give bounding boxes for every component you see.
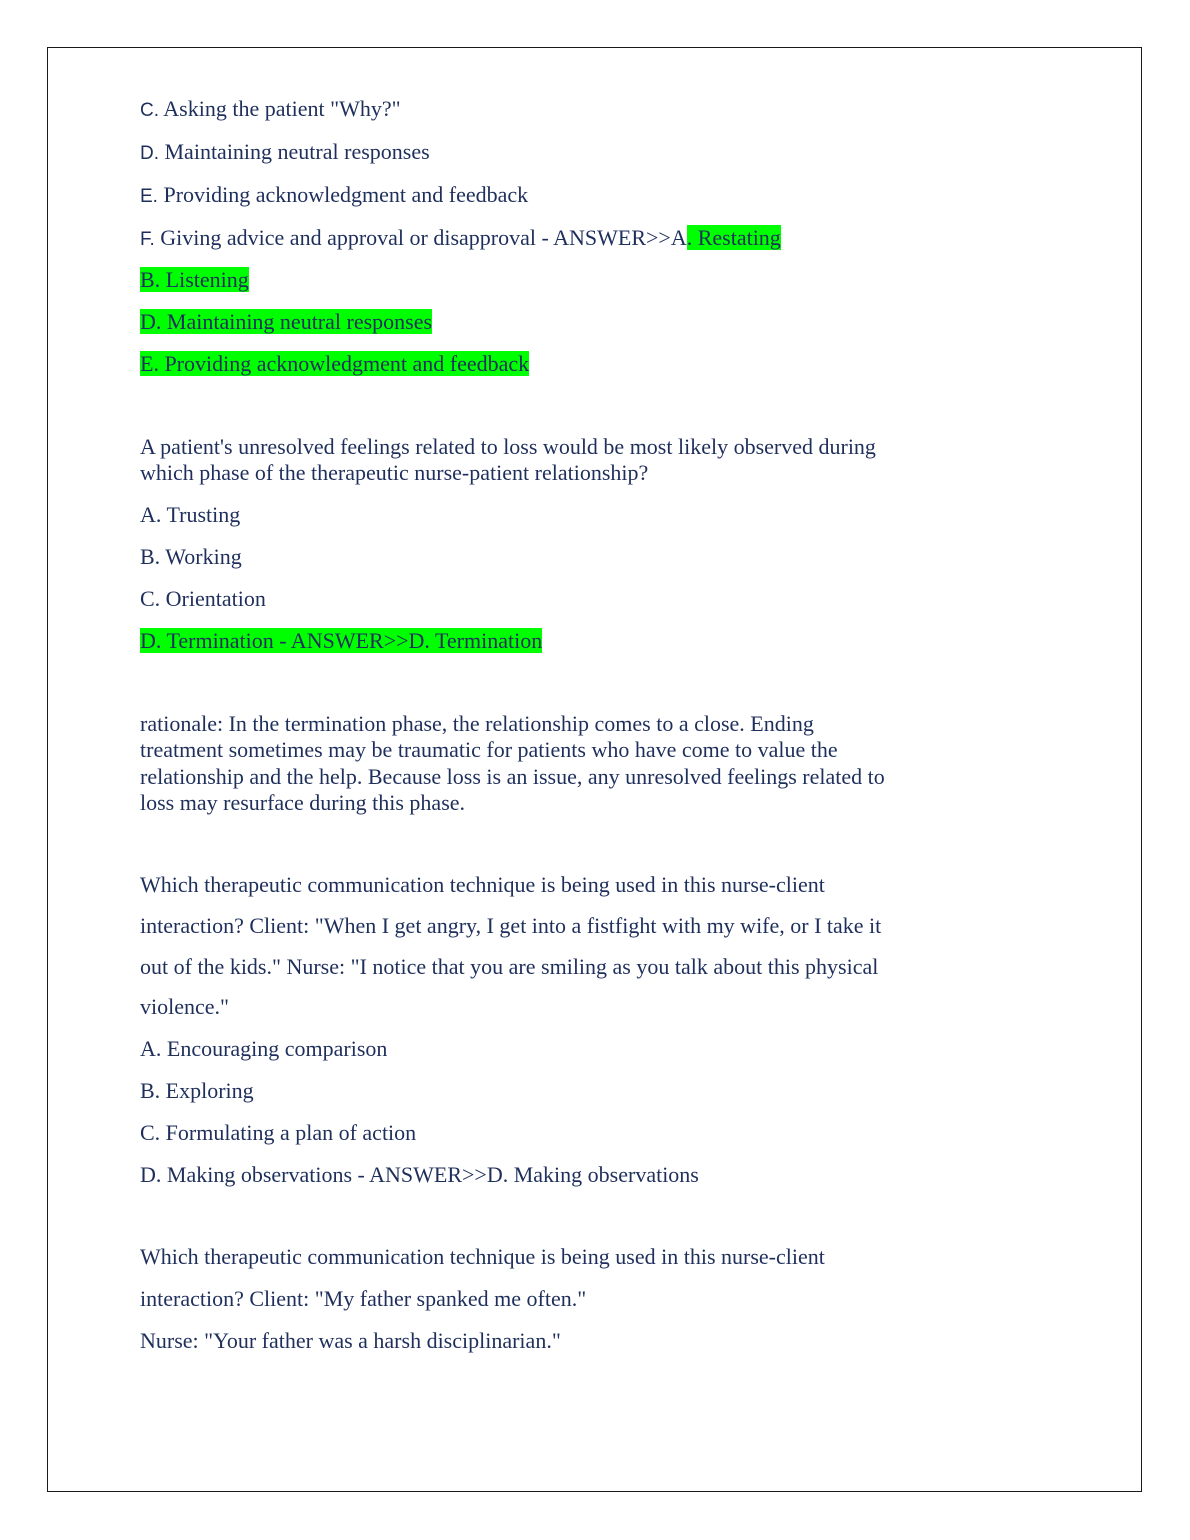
answer-highlight: B. Listening <box>140 267 249 292</box>
q3-question-line-2: interaction? Client: "When I get angry, I get into a fistfight with my wife, or I take it <box>140 913 882 938</box>
option-letter: F. <box>140 229 155 250</box>
q3-question-line-3: out of the kids." Nurse: "I notice that you are smiling as you talk about this physical <box>140 954 879 979</box>
option-text: Giving advice and approval or disapproval - ANSWER>>A <box>154 225 687 250</box>
option-letter: C. <box>140 100 159 121</box>
q3-question-line-1: Which therapeutic communication technique is being used in this nurse-client <box>140 872 825 897</box>
q4-question-line-2: interaction? Client: "My father spanked me often." <box>140 1286 587 1311</box>
rationale-line-1: rationale: In the termination phase, the relationship comes to a close. Ending <box>140 711 814 736</box>
q1-answer-b <box>140 267 249 293</box>
q2-answer <box>140 628 542 654</box>
rationale-line-2: treatment sometimes may be traumatic for patients who have come to value the <box>140 737 838 762</box>
option-letter: D. <box>140 143 159 164</box>
q1-option-d <box>140 139 430 167</box>
q2-option-a: A. Trusting <box>140 502 241 527</box>
q1-answer-d <box>140 309 432 335</box>
q2-question-line-2: which phase of the therapeutic nurse-patient relationship? <box>140 460 649 485</box>
answer-highlight: . Restating <box>686 225 781 250</box>
q2-question-line-1: A patient's unresolved feelings related to loss would be most likely observed during <box>140 434 876 459</box>
q4-question-line-1: Which therapeutic communication technique is being used in this nurse-client <box>140 1244 825 1269</box>
q1-option-f <box>140 225 781 253</box>
q1-option-e <box>140 182 528 210</box>
q3-option-a: A. Encouraging comparison <box>140 1036 388 1061</box>
answer-highlight: E. Providing acknowledgment and feedback <box>140 351 530 376</box>
option-letter: E. <box>140 186 158 207</box>
option-text: Maintaining neutral responses <box>159 139 430 164</box>
q1-answer-e <box>140 351 529 377</box>
rationale-line-3: relationship and the help. Because loss is an issue, any unresolved feelings related to <box>140 764 885 789</box>
q2-option-b: B. Working <box>140 544 242 569</box>
answer-highlight: D. Maintaining neutral responses <box>140 309 433 334</box>
q3-option-d: D. Making observations - ANSWER>>D. Making observations <box>140 1162 699 1187</box>
q3-option-c: C. Formulating a plan of action <box>140 1120 417 1145</box>
rationale-line-4: loss may resurface during this phase. <box>140 790 466 815</box>
q1-option-c <box>140 96 401 124</box>
q2-option-c: C. Orientation <box>140 586 266 611</box>
q4-question-line-3: Nurse: "Your father was a harsh disciplinarian." <box>140 1328 561 1353</box>
option-text: Asking the patient "Why?" <box>159 96 401 121</box>
answer-highlight: D. Termination - ANSWER>>D. Termination <box>140 628 543 653</box>
q3-question-line-4: violence." <box>140 994 229 1019</box>
q3-option-b: B. Exploring <box>140 1078 254 1103</box>
option-text: Providing acknowledgment and feedback <box>157 182 529 207</box>
